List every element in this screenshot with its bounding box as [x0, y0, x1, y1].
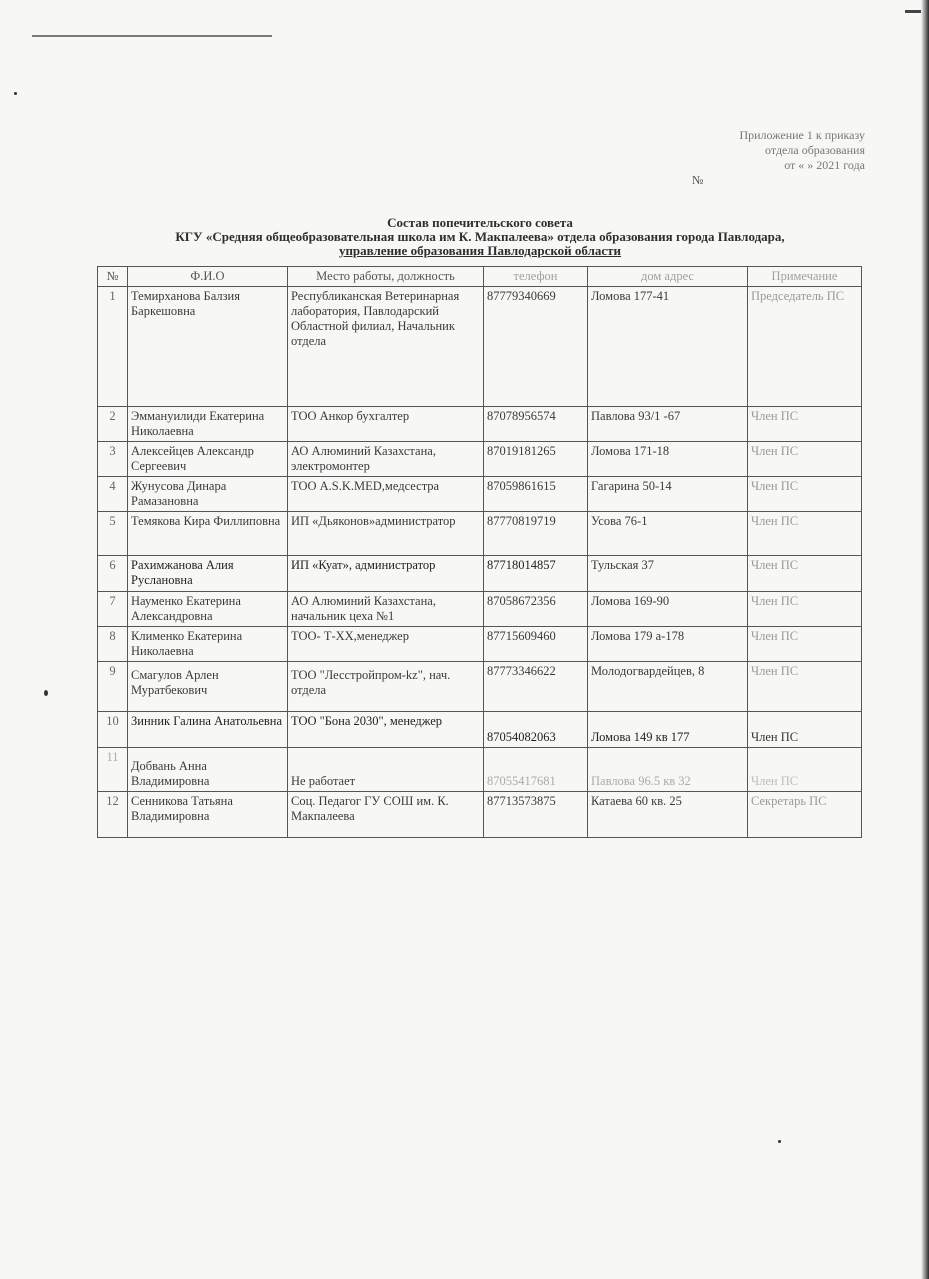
member-work: ТОО Анкор бухгалтер: [288, 407, 484, 442]
title-line: КГУ «Средняя общеобразовательная школа им К. Макпалеева» отдела образования города Павлодара,: [175, 229, 785, 244]
table-row: [98, 748, 862, 792]
member-name: Сенникова Татьяна Владимировна: [128, 792, 288, 838]
table-row: [98, 792, 862, 838]
row-number: 9: [98, 662, 128, 712]
member-note: Член ПС: [748, 627, 862, 662]
member-name: Жунусова Динара Рамазановна: [128, 477, 288, 512]
scan-edge-shadow: [921, 0, 929, 1279]
scan-artifact-dot: [778, 1140, 781, 1143]
member-phone: 87770819719: [484, 512, 588, 556]
member-phone: 87078956574: [484, 407, 588, 442]
member-name: Зинник Галина Анатольевна: [128, 712, 288, 748]
appendix-note: [690, 128, 865, 188]
member-address: Тульская 37: [588, 556, 748, 592]
member-address: Ломова 169-90: [588, 592, 748, 627]
column-header: №: [98, 267, 128, 287]
column-header: Место работы, должность: [288, 267, 484, 287]
appendix-line: №: [692, 173, 704, 187]
member-note: Член ПС: [748, 712, 862, 748]
table-row: [98, 477, 862, 512]
table-row: [98, 512, 862, 556]
member-address: Ломова 177-41: [588, 287, 748, 407]
document-title: [100, 216, 860, 258]
row-number: 11: [98, 748, 128, 792]
member-name: Алексейцев Александр Сергеевич: [128, 442, 288, 477]
member-phone: 87715609460: [484, 627, 588, 662]
appendix-line: Приложение 1 к приказу: [739, 128, 865, 142]
member-work: АО Алюминий Казахстана, электромонтер: [288, 442, 484, 477]
member-work: Не работает: [288, 748, 484, 792]
member-phone: 87718014857: [484, 556, 588, 592]
member-address: Ломова 171-18: [588, 442, 748, 477]
member-note: Председатель ПС: [748, 287, 862, 407]
member-work: ТОО- Т-ХХ,менеджер: [288, 627, 484, 662]
member-address: Молодогвардейцев, 8: [588, 662, 748, 712]
member-name: Добвань Анна Владимировна: [128, 748, 288, 792]
member-address: Катаева 60 кв. 25: [588, 792, 748, 838]
member-note: Член ПС: [748, 556, 862, 592]
member-work: ТОО "Бона 2030", менеджер: [288, 712, 484, 748]
member-work: ТОО "Лесстройпром-kz", нач. отдела: [288, 662, 484, 712]
table-row: [98, 556, 862, 592]
member-address: Ломова 149 кв 177: [588, 712, 748, 748]
member-work: ИП «Куат», администратор: [288, 556, 484, 592]
member-address: Павлова 93/1 -67: [588, 407, 748, 442]
member-work: Соц. Педагог ГУ СОШ им. К. Макпалеева: [288, 792, 484, 838]
member-note: Член ПС: [748, 748, 862, 792]
table-row: [98, 712, 862, 748]
member-phone: 87055417681: [484, 748, 588, 792]
member-note: Член ПС: [748, 442, 862, 477]
appendix-line: от « » 2021 года: [784, 158, 865, 172]
table-row: [98, 627, 862, 662]
member-work: ИП «Дьяконов»администратор: [288, 512, 484, 556]
member-phone: 87058672356: [484, 592, 588, 627]
member-name: Эммануилиди Екатерина Николаевна: [128, 407, 288, 442]
member-note: Член ПС: [748, 477, 862, 512]
member-address: Ломова 179 а-178: [588, 627, 748, 662]
member-note: Член ПС: [748, 407, 862, 442]
column-header: Ф.И.О: [128, 267, 288, 287]
member-name: Смагулов Арлен Муратбекович: [128, 662, 288, 712]
member-phone: 87773346622: [484, 662, 588, 712]
member-name: Темякова Кира Филлиповна: [128, 512, 288, 556]
member-note: Секретарь ПС: [748, 792, 862, 838]
table-row: [98, 287, 862, 407]
scan-artifact-line: [32, 35, 272, 37]
row-number: 12: [98, 792, 128, 838]
title-line: управление образования Павлодарской области: [338, 243, 622, 258]
row-number: 10: [98, 712, 128, 748]
member-name: Клименко Екатерина Николаевна: [128, 627, 288, 662]
row-number: 5: [98, 512, 128, 556]
council-table: [97, 266, 862, 838]
member-name: Науменко Екатерина Александровна: [128, 592, 288, 627]
member-address: Усова 76-1: [588, 512, 748, 556]
table-header-row: [98, 267, 862, 287]
table-row: [98, 592, 862, 627]
member-work: АО Алюминий Казахстана, начальник цеха №1: [288, 592, 484, 627]
row-number: 7: [98, 592, 128, 627]
member-note: Член ПС: [748, 592, 862, 627]
row-number: 2: [98, 407, 128, 442]
member-phone: 87059861615: [484, 477, 588, 512]
member-work: Республиканская Ветеринарная лаборатория, Павлодарский Областной филиал, Начальник отдела: [288, 287, 484, 407]
title-line: Состав попечительского совета: [387, 215, 573, 230]
scan-artifact-dot: [14, 92, 17, 95]
member-phone: 87713573875: [484, 792, 588, 838]
member-phone: 87054082063: [484, 712, 588, 748]
row-number: 6: [98, 556, 128, 592]
table-row: [98, 407, 862, 442]
member-name: Темирханова Балзия Баркешовна: [128, 287, 288, 407]
member-phone: 87019181265: [484, 442, 588, 477]
scan-artifact-dot: [44, 690, 48, 696]
table-row: [98, 662, 862, 712]
member-address: Павлова 96.5 кв 32: [588, 748, 748, 792]
row-number: 8: [98, 627, 128, 662]
table-row: [98, 442, 862, 477]
member-phone: 87779340669: [484, 287, 588, 407]
appendix-line: отдела образования: [765, 143, 865, 157]
member-address: Гагарина 50-14: [588, 477, 748, 512]
member-work: ТОО A.S.K.MED,медсестра: [288, 477, 484, 512]
member-note: Член ПС: [748, 512, 862, 556]
row-number: 1: [98, 287, 128, 407]
member-name: Рахимжанова Алия Руслановна: [128, 556, 288, 592]
column-header: дом адрес: [588, 267, 748, 287]
row-number: 3: [98, 442, 128, 477]
row-number: 4: [98, 477, 128, 512]
member-note: Член ПС: [748, 662, 862, 712]
column-header: телефон: [484, 267, 588, 287]
column-header: Примечание: [748, 267, 862, 287]
